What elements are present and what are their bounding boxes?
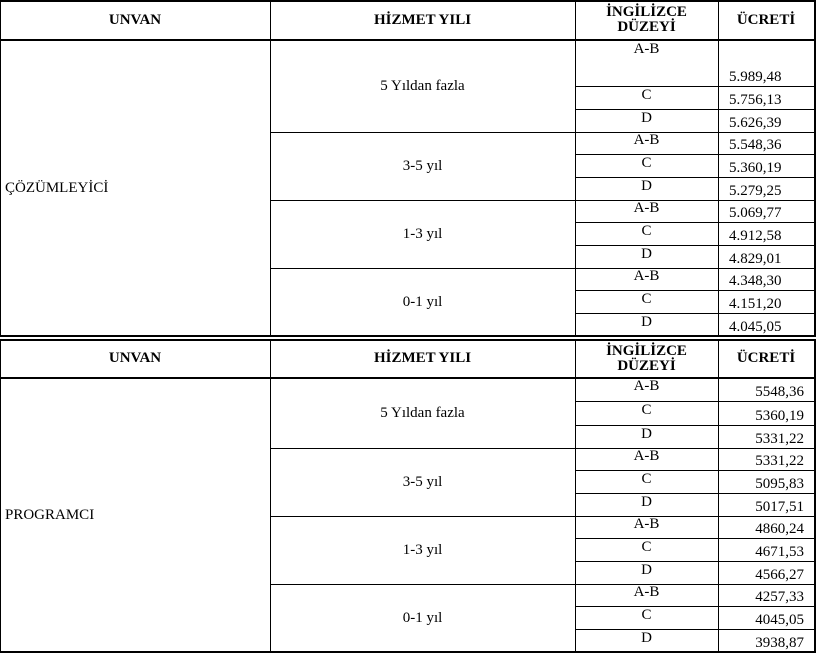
service-years-cell: 3-5 yıl xyxy=(402,157,443,174)
service-years-cell: 1-3 yıl xyxy=(402,541,443,558)
pay-cell: 5548,36 xyxy=(718,378,814,402)
english-level-cell: C xyxy=(575,471,718,494)
col-rule-2 xyxy=(575,0,576,336)
english-level-cell: A-B xyxy=(575,516,718,539)
pay-cell: 5360,19 xyxy=(718,402,814,426)
pay-cell: 4.151,20 xyxy=(718,291,814,314)
pay-cell: 4566,27 xyxy=(755,567,804,583)
english-level-cell: A-B xyxy=(575,41,718,87)
pay-cell: 4045,05 xyxy=(718,607,814,630)
col-rule-left xyxy=(0,339,1,652)
col-rule-3 xyxy=(718,0,719,336)
english-level-cell: C xyxy=(575,291,718,314)
pay-cell: 4257,33 xyxy=(718,584,814,607)
header-ingilizce-line2: DÜZEYİ xyxy=(617,357,676,374)
pay-cell: 4.045,05 xyxy=(729,319,782,335)
header-ucreti: ÜCRETİ xyxy=(736,11,796,28)
header-ucreti: ÜCRETİ xyxy=(736,350,796,366)
english-level-cell: D xyxy=(641,110,652,126)
english-level-cell: C xyxy=(575,87,718,110)
service-years-cell: 0-1 yıl xyxy=(402,293,443,310)
header-ingilizce-duzeyi xyxy=(575,0,718,40)
pay-cell: 4860,24 xyxy=(718,516,814,539)
header-unvan: UNVAN xyxy=(108,11,162,28)
pay-cell: 5.626,39 xyxy=(729,115,782,131)
english-level-cell: C xyxy=(575,155,718,178)
header-ingilizce-duzeyi xyxy=(575,339,718,378)
english-level-cell: D xyxy=(641,630,652,646)
service-years-cell: 5 Yıldan fazla xyxy=(380,78,465,94)
header-hizmet-yili: HİZMET YILI xyxy=(373,350,472,366)
header-unvan: UNVAN xyxy=(108,350,162,366)
service-years-cell: 3-5 yıl xyxy=(402,473,443,490)
header-top-rule xyxy=(0,339,816,341)
pay-cell: 3938,87 xyxy=(755,635,804,651)
english-level-cell: A-B xyxy=(575,268,718,291)
service-years-cell: 0-1 yıl xyxy=(402,609,443,626)
english-level-cell: D xyxy=(641,494,652,510)
english-level-cell: C xyxy=(575,539,718,562)
english-level-cell: C xyxy=(575,402,718,426)
title-cell: ÇÖZÜMLEYİCİ xyxy=(5,180,109,196)
section-bottom-rule xyxy=(0,335,816,337)
pay-cell: 5.360,19 xyxy=(718,155,814,178)
header-ingilizce-line1: İNGİLİZCE xyxy=(606,342,687,359)
pay-cell: 4.829,01 xyxy=(729,251,782,267)
english-level-cell: D xyxy=(641,178,652,194)
col-rule-right xyxy=(814,0,816,336)
col-rule-1 xyxy=(270,339,271,652)
english-level-cell: D xyxy=(641,562,652,578)
pay-cell: 5.279,25 xyxy=(729,183,782,199)
col-rule-1 xyxy=(270,0,271,336)
pay-cell: 5.069,77 xyxy=(718,200,814,223)
col-rule-left xyxy=(0,0,1,336)
pay-cell: 5095,83 xyxy=(718,471,814,494)
english-level-cell: C xyxy=(575,607,718,630)
pay-cell: 5017,51 xyxy=(755,499,804,515)
english-level-cell: A-B xyxy=(575,200,718,223)
header-ingilizce-line1: İNGİLİZCE xyxy=(606,4,687,20)
col-rule-2 xyxy=(575,339,576,652)
pay-cell: 5.548,36 xyxy=(718,132,814,155)
english-level-cell: C xyxy=(575,223,718,246)
english-level-cell: A-B xyxy=(575,132,718,155)
english-level-cell: D xyxy=(641,246,652,262)
pay-cell: 4.912,58 xyxy=(718,223,814,246)
header-ingilizce-line2: DÜZEYİ xyxy=(617,19,676,35)
col-rule-3 xyxy=(718,339,719,652)
english-level-cell: A-B xyxy=(575,584,718,607)
pay-cell: 4671,53 xyxy=(718,539,814,562)
service-years-cell: 5 Yıldan fazla xyxy=(380,404,465,421)
pay-cell: 5.989,48 xyxy=(718,41,814,87)
pay-cell: 4.348,30 xyxy=(718,268,814,291)
header-hizmet-yili: HİZMET YILI xyxy=(373,11,472,28)
pay-cell: 5.756,13 xyxy=(718,87,814,110)
title-cell: PROGRAMCI xyxy=(5,506,95,523)
pay-cell: 5331,22 xyxy=(755,431,804,447)
col-rule-right xyxy=(814,339,816,652)
english-level-cell: A-B xyxy=(575,378,718,402)
pay-cell: 5331,22 xyxy=(718,448,814,471)
english-level-cell: D xyxy=(641,426,652,442)
service-years-cell: 1-3 yıl xyxy=(402,225,443,242)
english-level-cell: A-B xyxy=(575,448,718,471)
english-level-cell: D xyxy=(641,314,652,330)
header-top-rule xyxy=(0,0,816,2)
section-bottom-rule xyxy=(0,651,816,653)
